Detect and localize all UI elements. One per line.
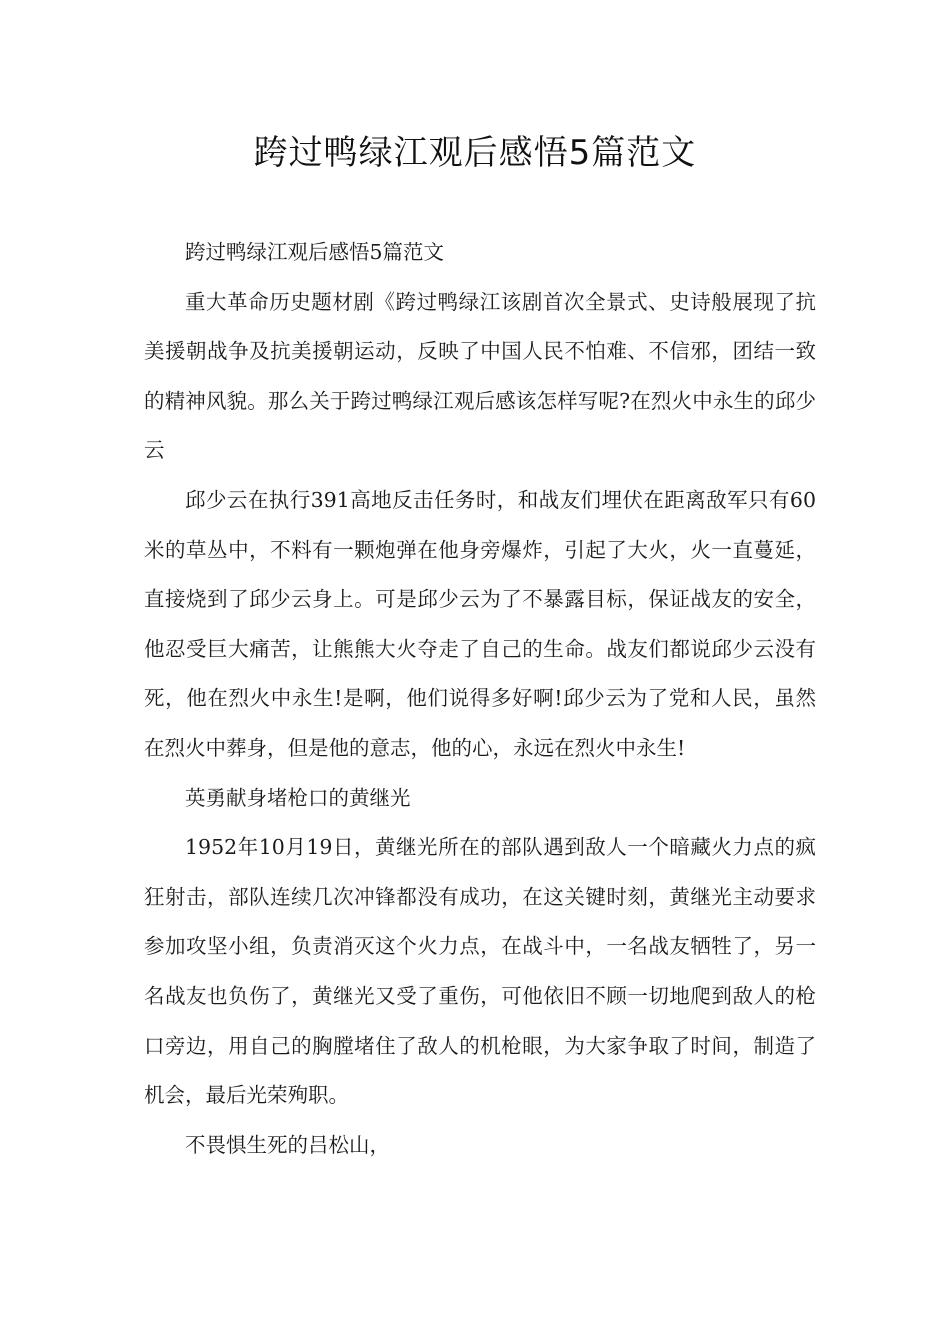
paragraph-intro: 重大革命历史题材剧《跨过鸭绿江该剧首次全景式、史诗般展现了抗美援朝战争及抗美援朝运动，反映了中国人民不怕难、不信邪，团结一致的精神风貌。那么关于跨过鸭绿江观后感该怎样写呢?在烈火中永生的邱少云 <box>144 289 816 463</box>
document-body <box>144 228 816 1170</box>
paragraph-subtitle: 跨过鸭绿江观后感悟5篇范文 <box>185 240 445 264</box>
paragraph-heading-lv-songshan: 不畏惧生死的吕松山， <box>185 1132 390 1157</box>
paragraph-heading-huang-jiguang: 英勇献身堵枪口的黄继光 <box>185 785 411 810</box>
paragraph-huang-jiguang: 1952年10月19日，黄继光所在的部队遇到敌人一个暗藏火力点的疯狂射击，部队连续几次冲锋都没有成功，在这关键时刻，黄继光主动要求参加攻坚小组，负责消灭这个火力点，在战斗中，一名战友牺牲了，另一名战友也负伤了，黄继光又受了重伤，可他依旧不顾一切地爬到敌人的枪口旁边，用自己的胸膛堵住了敌人的机枪眼，为大家争取了时间，制造了机会，最后光荣殉职。 <box>144 835 816 1108</box>
document-title: 跨过鸭绿江观后感悟5篇范文 <box>253 133 697 173</box>
paragraph-qiu-shaoyun: 邱少云在执行391高地反击任务时，和战友们埋伏在距离敌军只有60米的草丛中，不料有一颗炮弹在他身旁爆炸，引起了大火，火一直蔓延，直接烧到了邱少云身上。可是邱少云为了不暴露目标，保证战友的安全，他忍受巨大痛苦，让熊熊大火夺走了自己的生命。战友们都说邱少云没有死，他在烈火中永生!是啊，他们说得多好啊!邱少云为了党和人民，虽然在烈火中葬身，但是他的意志，他的心，永远在烈火中永生! <box>144 487 816 760</box>
